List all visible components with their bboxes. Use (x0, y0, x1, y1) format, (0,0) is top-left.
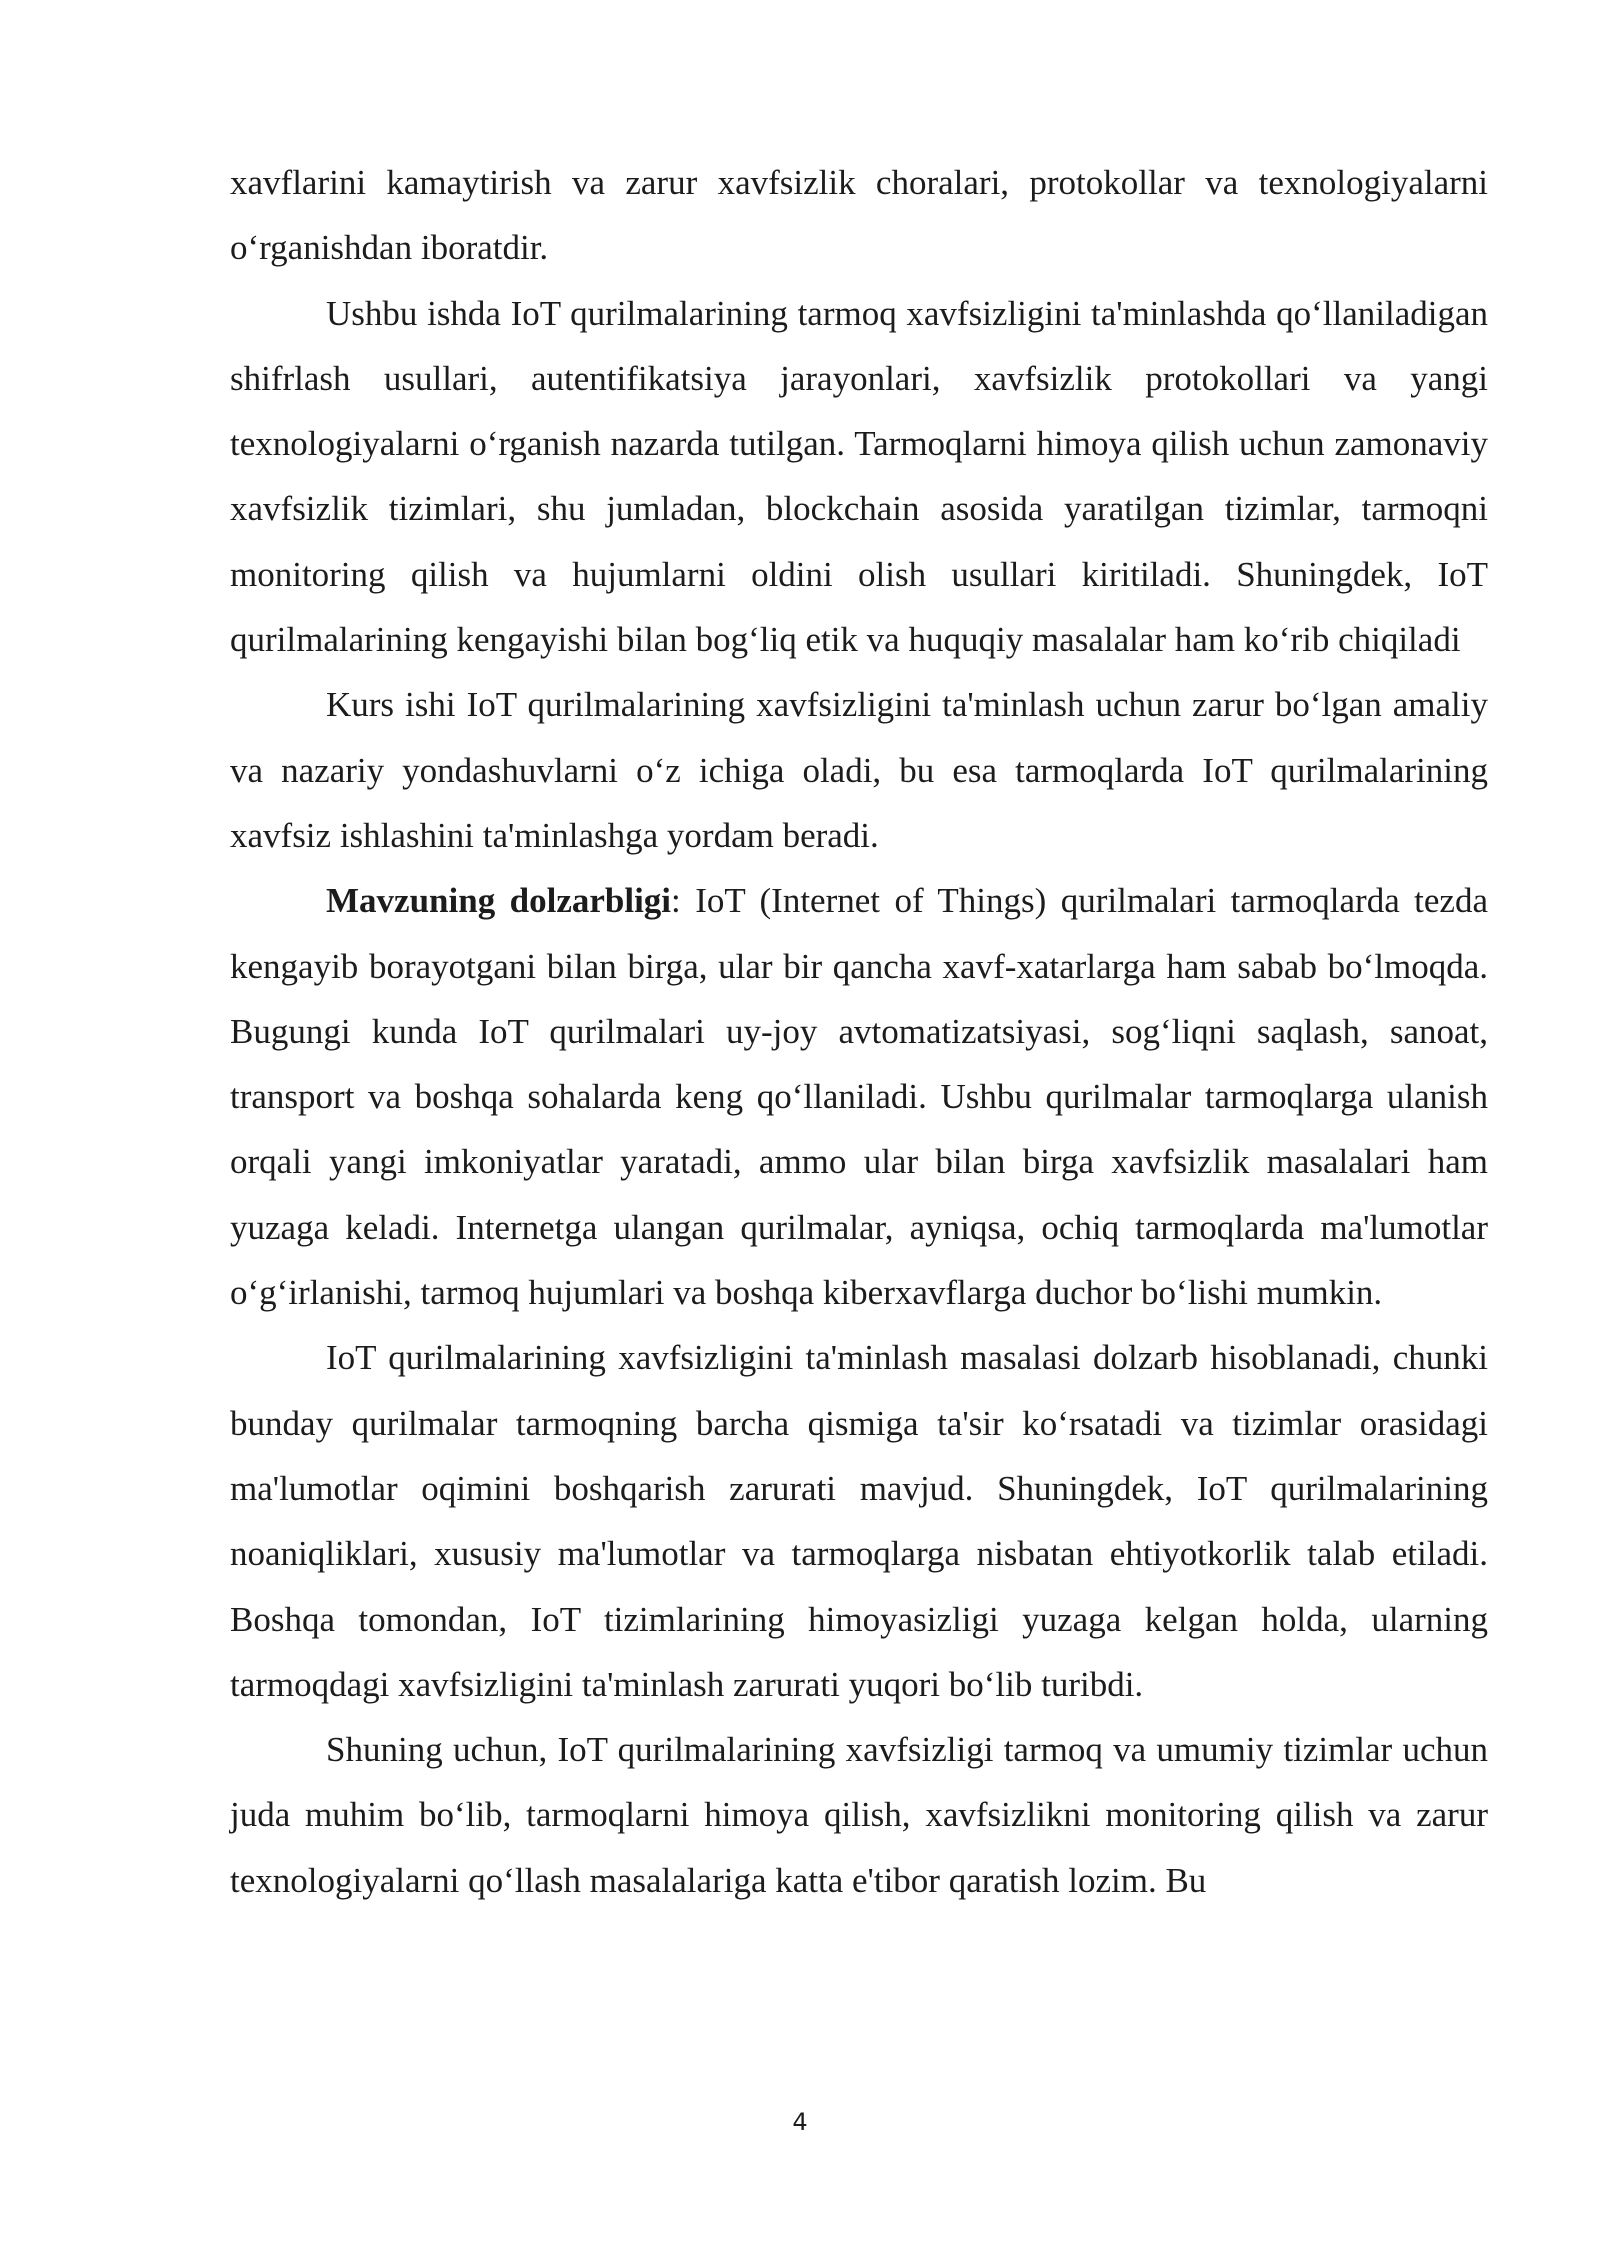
paragraph-conclusion: Shuning uchun, IoT qurilmalarining xavfsizligi tarmoq va umumiy tizimlar uchun juda muhim bo‘lib, tarmoqlarni himoya qilish, xavfsizlikni monitoring qilish va zarur texnologiyalarni qo‘llash masalalariga katta e'tibor qaratish lozim. Bu (230, 1730, 1488, 1900)
page-body (230, 150, 1488, 1913)
relevance-text: : IoT (Internet of Things) qurilmalari tarmoqlarda tezda kengayib borayotgani bilan birga, ular bir qancha xavf-xatarlarga ham sabab bo‘lmoqda. Bugungi kunda IoT qurilmalari uy-joy avtomatizatsiyasi, sog‘liqni saqlash, sanoat, transport va boshqa sohalarda keng qo‘llaniladi. Ushbu qurilmalar tarmoqlarga ulanish orqali yangi imkoniyatlar yaratadi, ammo ular bilan birga xavfsizlik masalalari ham yuzaga keladi. Internetga ulangan qurilmalar, ayniqsa, ochiq tarmoqlarda ma'lumotlar o‘g‘irlanishi, tarmoq hujumlari va boshqa kiberxavflarga duchor bo‘lishi mumkin. (230, 881, 1488, 1313)
paragraph-security-importance: IoT qurilmalarining xavfsizligini ta'minlash masalasi dolzarb hisoblanadi, chunki bunday qurilmalar tarmoqning barcha qismiga ta'sir ko‘rsatadi va tizimlar orasidagi ma'lumotlar oqimini boshqarish zarurati mavjud. Shuningdek, IoT qurilmalarining noaniqliklari, xususiy ma'lumotlar va tarmoqlarga nisbatan ehtiyotkorlik talab etiladi. Boshqa tomondan, IoT tizimlarining himoyasizligi yuzaga kelgan holda, ularning tarmoqdagi xavfsizligini ta'minlash zarurati yuqori bo‘lib turibdi. (230, 1338, 1488, 1704)
paragraph-continuation: xavflarini kamaytirish va zarur xavfsizlik choralari, protokollar va texnologiyalarni o‘rganishdan iboratdir. (230, 163, 1488, 268)
paragraph-relevance (230, 868, 1488, 1325)
paragraph-research-scope: Ushbu ishda IoT qurilmalarining tarmoq xavfsizligini ta'minlashda qo‘llaniladigan shifrlash usullari, autentifikatsiya jarayonlari, xavfsizlik protokollari va yangi texnologiyalarni o‘rganish nazarda tutilgan. Tarmoqlarni himoya qilish uchun zamonaviy xavfsizlik tizimlari, shu jumladan, blockchain asosida yaratilgan tizimlar, tarmoqni monitoring qilish va hujumlarni oldini olish usullari kiritiladi. Shuningdek, IoT qurilmalarining kengayishi bilan bog‘liq etik va huquqiy masalalar ham ko‘rib chiqiladi (230, 293, 1488, 660)
page-number: 4 (792, 2108, 808, 2136)
relevance-heading: Mavzuning dolzarbligi (326, 881, 672, 921)
paragraph-coursework-summary: Kurs ishi IoT qurilmalarining xavfsizligini ta'minlash uchun zarur bo‘lgan amaliy va nazariy yondashuvlarni o‘z ichiga oladi, bu esa tarmoqlarda IoT qurilmalarining xavfsiz ishlashini ta'minlashga yordam beradi. (230, 685, 1488, 855)
